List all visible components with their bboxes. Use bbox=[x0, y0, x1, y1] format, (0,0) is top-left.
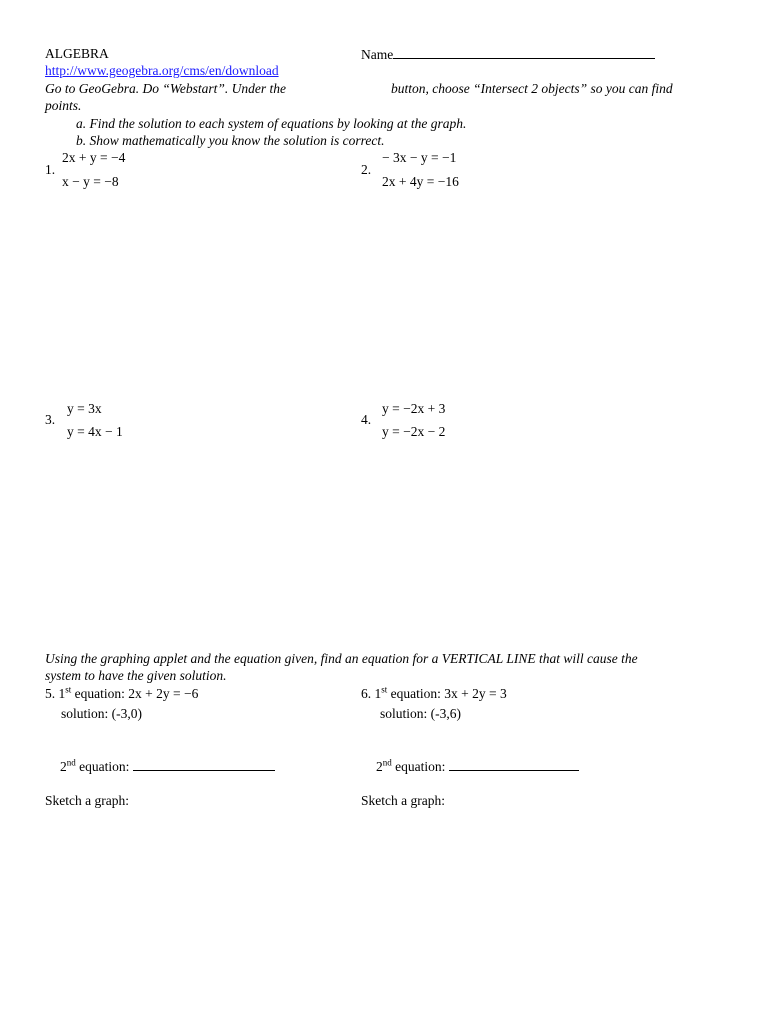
ordinal-number: 2 bbox=[376, 759, 383, 774]
equation: x − y = −8 bbox=[62, 174, 119, 189]
equation-label: equation: bbox=[75, 759, 130, 774]
download-link[interactable]: http://www.geogebra.org/cms/en/download bbox=[45, 63, 279, 78]
problem-number: 3. bbox=[45, 412, 56, 427]
answer-blank-line bbox=[449, 758, 579, 771]
second-equation-field[interactable] bbox=[376, 758, 579, 775]
ordinal-suffix: st bbox=[381, 684, 388, 695]
solution-text: solution: (-3,6) bbox=[380, 706, 461, 721]
instruction-b: b. Show mathematically you know the solution is correct. bbox=[76, 133, 385, 148]
worksheet-title: ALGEBRA bbox=[45, 46, 109, 61]
problem-number: 5. 1 bbox=[45, 686, 66, 701]
sketch-label: Sketch a graph: bbox=[45, 793, 129, 808]
equation: 2x + 4y = −16 bbox=[382, 174, 459, 189]
equation-label: equation: bbox=[71, 686, 125, 701]
ordinal-suffix: nd bbox=[382, 757, 392, 768]
problem-number: 6. 1 bbox=[361, 686, 382, 701]
instruction-line-1a: Go to GeoGebra. Do “Webstart”. Under the bbox=[45, 81, 286, 96]
problem-number: 4. bbox=[361, 412, 372, 427]
answer-blank-line bbox=[133, 758, 275, 771]
instruction-line-2: points. bbox=[45, 98, 82, 113]
ordinal-suffix: nd bbox=[66, 757, 76, 768]
solution-text: solution: (-3,0) bbox=[61, 706, 142, 721]
name-label: Name bbox=[361, 47, 394, 62]
equation-label: equation: bbox=[387, 686, 441, 701]
ordinal-suffix: st bbox=[65, 684, 72, 695]
section-instruction-1: Using the graphing applet and the equation given, find an equation for a VERTICAL LINE that will cause the bbox=[45, 651, 638, 666]
equation: y = −2x + 3 bbox=[382, 401, 446, 416]
instruction-line-1b: button, choose “Intersect 2 objects” so you can find bbox=[391, 81, 673, 96]
second-equation-field[interactable] bbox=[60, 758, 275, 775]
name-blank-line bbox=[393, 46, 655, 59]
section-instruction-2: system to have the given solution. bbox=[45, 668, 227, 683]
equation: 2x + 2y = −6 bbox=[128, 686, 199, 701]
problem-number: 1. bbox=[45, 162, 56, 177]
equation: y = −2x − 2 bbox=[382, 424, 446, 439]
equation: y = 4x − 1 bbox=[67, 424, 123, 439]
problem-5-first-equation bbox=[45, 686, 198, 702]
equation-label: equation: bbox=[391, 759, 446, 774]
ordinal-number: 2 bbox=[60, 759, 67, 774]
equation: − 3x − y = −1 bbox=[382, 150, 457, 165]
name-field[interactable] bbox=[361, 46, 655, 63]
sketch-label: Sketch a graph: bbox=[361, 793, 445, 808]
instruction-a: a. Find the solution to each system of equations by looking at the graph. bbox=[76, 116, 467, 131]
equation: 2x + y = −4 bbox=[62, 150, 126, 165]
problem-6-first-equation bbox=[361, 686, 507, 702]
problem-number: 2. bbox=[361, 162, 372, 177]
equation: 3x + 2y = 3 bbox=[444, 686, 507, 701]
equation: y = 3x bbox=[67, 401, 102, 416]
